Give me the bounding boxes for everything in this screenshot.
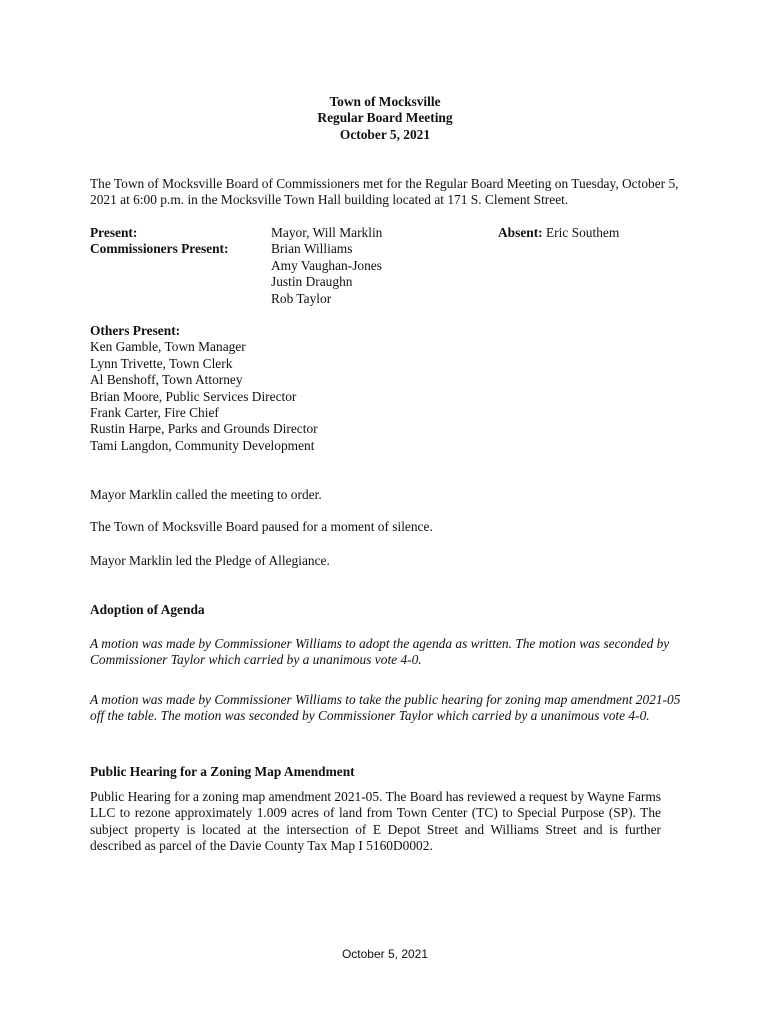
commissioners-present-label: Commissioners Present: <box>90 241 229 256</box>
header-date: October 5, 2021 <box>339 126 431 142</box>
staff-member: Frank Carter, Fire Chief <box>90 405 219 421</box>
commissioner-name: Rob Taylor <box>271 290 332 306</box>
intro-paragraph: The Town of Mocksville Board of Commissioners met for the Regular Board Meeting on Tuesday, October 5, 2021 at 6:00 p.m. in the Mocksville Town Hall building located at 171 S. Clement Street. <box>90 176 679 208</box>
header-town: Town of Mocksville <box>329 94 441 109</box>
absent-name: Eric Southem <box>546 225 620 240</box>
page-footer: October 5, 2021 <box>341 947 429 961</box>
header-meeting-type: Regular Board Meeting <box>317 110 453 126</box>
absent-entry <box>498 225 619 241</box>
moment-of-silence: The Town of Mocksville Board paused for a moment of silence. <box>90 519 433 534</box>
staff-member: Al Benshoff, Town Attorney <box>90 372 243 388</box>
commissioner-name: Brian Williams <box>271 241 353 257</box>
public-hearing-heading: Public Hearing for a Zoning Map Amendment <box>90 764 355 779</box>
commissioner-name: Justin Draughn <box>271 274 353 290</box>
commissioner-name: Amy Vaughan-Jones <box>271 257 382 273</box>
public-hearing-body: Public Hearing for a zoning map amendment 2021-05. The Board has reviewed a request by Wayne Farms LLC to rezone approximately 1.009 acres of land from Town Center (TC) to Special Purpose (SP). The subject property is located at the intersection of E Depot Street and Williams Street and is further described as parcel of the Davie County Tax Map I 5160D0002. <box>90 789 661 854</box>
staff-member: Rustin Harpe, Parks and Grounds Director <box>90 421 318 437</box>
others-present-title: Others Present: <box>90 323 181 338</box>
pledge-of-allegiance: Mayor Marklin led the Pledge of Allegiance. <box>90 553 330 568</box>
others-present-section <box>90 323 318 454</box>
mayor-name: Mayor, Will Marklin <box>271 225 383 240</box>
agenda-heading: Adoption of Agenda <box>90 602 205 617</box>
staff-member: Lynn Trivette, Town Clerk <box>90 355 233 371</box>
agenda-motion-1: A motion was made by Commissioner Williams to adopt the agenda as written. The motion was seconded by Commissioner Taylor which carried by a unanimous vote 4-0. <box>90 636 670 668</box>
staff-member: Ken Gamble, Town Manager <box>90 339 246 355</box>
staff-member: Tami Langdon, Community Development <box>90 437 315 453</box>
agenda-motion-2: A motion was made by Commissioner Williams to take the public hearing for zoning map amendment 2021-05 off the table. The motion was seconded by Commissioner Taylor which carried by a unanimous vote 4-0. <box>90 692 681 724</box>
absent-label: Absent: <box>498 225 543 240</box>
call-to-order: Mayor Marklin called the meeting to order. <box>90 487 322 502</box>
attendee-list <box>271 225 382 307</box>
present-label: Present: <box>90 225 138 240</box>
staff-member: Brian Moore, Public Services Director <box>90 388 297 404</box>
document-header <box>0 94 770 143</box>
